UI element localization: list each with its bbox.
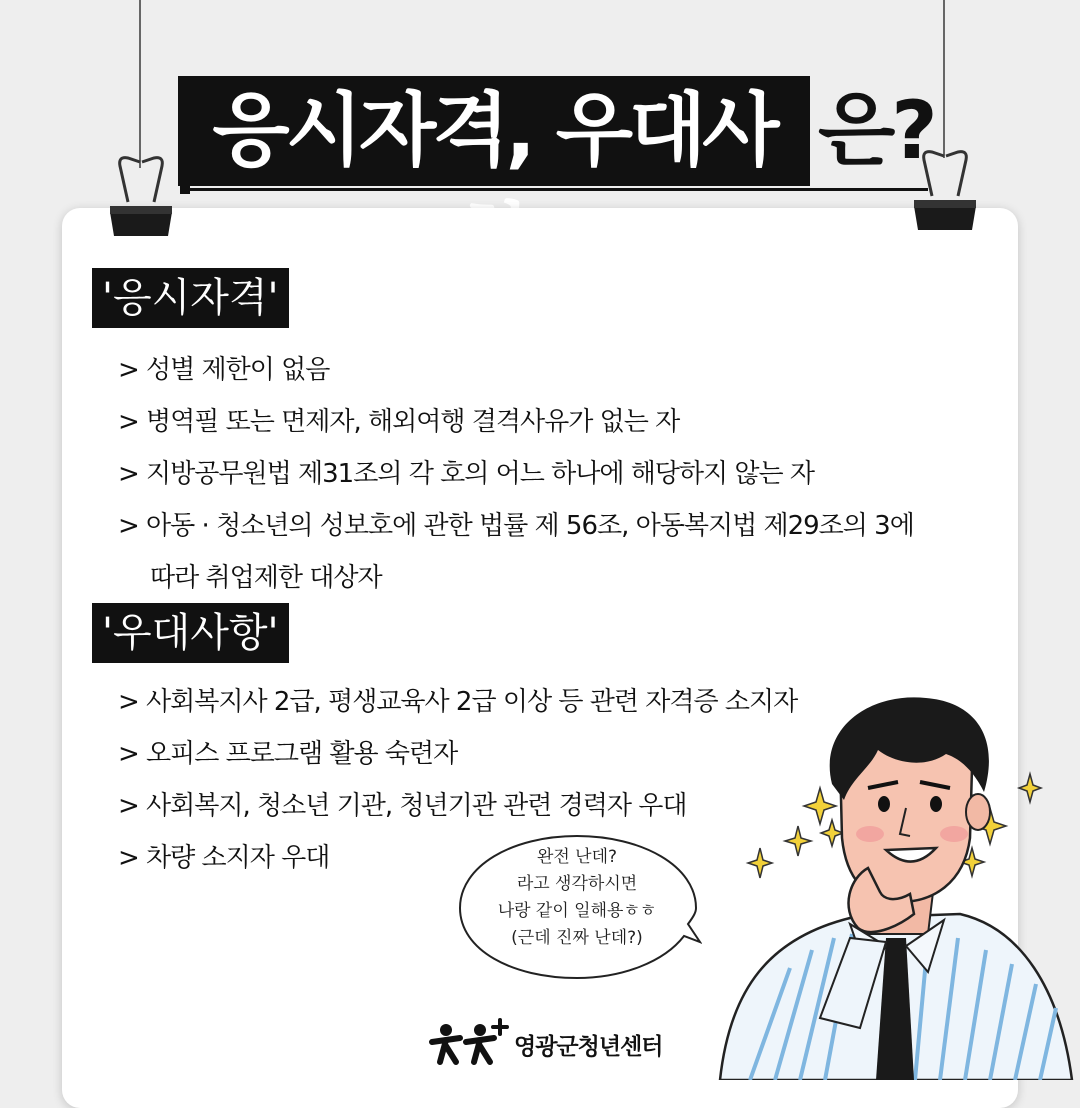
bubble-line: 나랑 같이 일해용ㅎㅎ bbox=[497, 901, 657, 921]
list-item: > 사회복지, 청소년 기관, 청년기관 관련 경력자 우대 bbox=[118, 791, 687, 821]
bubble-line: (근데 진짜 난데?) bbox=[511, 928, 643, 948]
list-item-continuation: 따라 취업제한 대상자 bbox=[150, 563, 382, 593]
list-item: > 차량 소지자 우대 bbox=[118, 843, 330, 873]
binder-clip-left-icon bbox=[106, 152, 176, 244]
title-underline-dot bbox=[180, 186, 190, 194]
list-item: > 오피스 프로그램 활용 숙련자 bbox=[118, 739, 458, 769]
page-title bbox=[178, 76, 938, 194]
section-heading-qualifications: '응시자격' bbox=[92, 268, 289, 328]
list-item: > 병역필 또는 면제자, 해외여행 결격사유가 없는 자 bbox=[118, 407, 680, 437]
list-item: > 사회복지사 2급, 평생교육사 2급 이상 등 관련 자격증 소지자 bbox=[118, 687, 798, 717]
bubble-line: 라고 생각하시면 bbox=[516, 874, 638, 894]
speech-bubble-text bbox=[474, 844, 680, 952]
man-character-illustration bbox=[700, 688, 1080, 1080]
binder-clip-right-icon bbox=[910, 146, 980, 238]
list-item: > 지방공무원법 제31조의 각 호의 어느 하나에 해당하지 않는 자 bbox=[118, 459, 815, 489]
title-underline bbox=[184, 188, 928, 191]
bubble-line: 완전 난데? bbox=[536, 847, 618, 867]
hanging-string-right bbox=[943, 0, 945, 158]
title-suffix: 은? bbox=[818, 84, 934, 177]
hanging-string-left bbox=[139, 0, 141, 168]
section-heading-preferences: '우대사항' bbox=[92, 603, 289, 663]
title-highlighted: 응시자격, 우대사 bbox=[178, 76, 810, 186]
qualifications-list bbox=[118, 344, 914, 604]
logo-text: 영광군청년센터 bbox=[514, 1034, 663, 1060]
list-item: > 성별 제한이 없음 bbox=[118, 355, 330, 385]
list-item: > 아동 · 청소년의 성보호에 관한 법률 제 56조, 아동복지법 제29조의 3에 bbox=[118, 511, 914, 541]
